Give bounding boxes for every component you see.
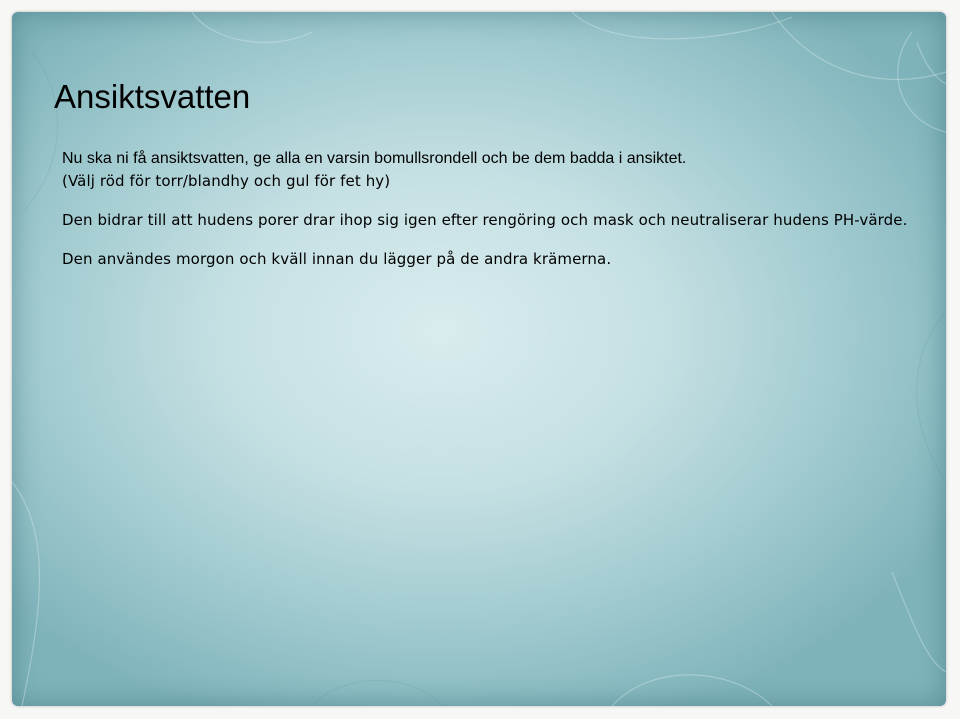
paragraph-usage: Den användes morgon och kväll innan du lägger på de andra krämerna. xyxy=(62,250,612,268)
slide-background xyxy=(12,12,946,706)
slide-title: Ansiktsvatten xyxy=(54,78,251,115)
slide-body xyxy=(62,148,922,270)
paragraph-color-note: (Välj röd för torr/blandhy och gul för fet hy) xyxy=(62,172,391,190)
paragraph-instructions: Nu ska ni få ansiktsvatten, ge alla en varsin bomullsrondell och be dem badda i ansiktet. xyxy=(62,150,687,167)
swirl-decoration xyxy=(12,12,946,706)
paragraph-effect: Den bidrar till att hudens porer drar ihop sig igen efter rengöring och mask och neutraliserar hudens PH-värde. xyxy=(62,211,908,229)
